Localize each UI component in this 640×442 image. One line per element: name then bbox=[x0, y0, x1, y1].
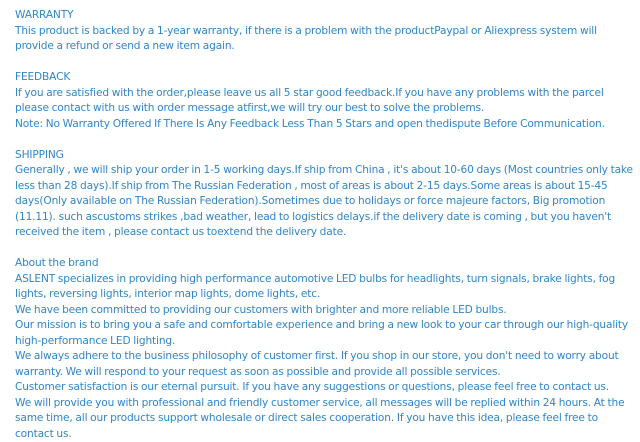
warranty-section bbox=[15, 8, 637, 55]
warranty-text: This product is backed by a 1-year warranty, if there is a problem with the productPaypal or Aliexpress system will provide a refund or send a new item again. bbox=[15, 24, 637, 55]
feedback-text: If you are satisfied with the order,please leave us all 5 star good feedback.If you have any problems with the parcel please contact with us with order message atfirst,we will try our best to solve the problems. bbox=[15, 86, 637, 117]
about-service: We will provide you with professional and friendly customer service, all messages will be replied within 24 hours. At the same time, all our products support wholesale or direct sales cooperation. If you have this idea, please feel free to contact us. bbox=[15, 396, 637, 442]
shipping-section bbox=[15, 148, 637, 241]
about-commitment: We have been committed to providing our customers with brighter and more reliable LED bulbs. bbox=[15, 303, 637, 319]
feedback-heading: FEEDBACK bbox=[15, 70, 637, 86]
feedback-note: Note: No Warranty Offered If There Is Any Feedback Less Than 5 Stars and open thedispute Before Communication. bbox=[15, 117, 637, 133]
about-satisfaction: Customer satisfaction is our eternal pursuit. If you have any suggestions or questions, please feel free to contact us. bbox=[15, 380, 637, 396]
shipping-text: Generally , we will ship your order in 1-5 working days.If ship from China , it's about 10-60 days (Most countries only take less than 28 days).If ship from The Russian Federation , most of areas is about 2-15 days.Some areas is about 15-45 days(Only available on The Russian Federation).Sometimes due to holidays or force majeure factors, Big promotion (11.11). such ascustoms strikes ,bad weather, lead to logistics delays.if the delivery date is coming , but you haven't received the item , please contact us toextend the delivery date. bbox=[15, 163, 637, 241]
about-heading: About the brand bbox=[15, 256, 637, 272]
about-specialization: ASLENT specializes in providing high performance automotive LED bulbs for headlights, turn signals, brake lights, fog lights, reversing lights, interior map lights, dome lights, etc. bbox=[15, 272, 637, 303]
product-description bbox=[15, 0, 637, 442]
about-mission: Our mission is to bring you a safe and comfortable experience and bring a new look to your car through our high-quality high-performance LED lighting. bbox=[15, 318, 637, 349]
warranty-heading: WARRANTY bbox=[15, 8, 637, 24]
about-section bbox=[15, 256, 637, 442]
about-philosophy: We always adhere to the business philosophy of customer first. If you shop in our store, you don't need to worry about warranty. We will respond to your request as soon as possible and provide all possible services. bbox=[15, 349, 637, 380]
shipping-heading: SHIPPING bbox=[15, 148, 637, 164]
feedback-section bbox=[15, 70, 637, 132]
